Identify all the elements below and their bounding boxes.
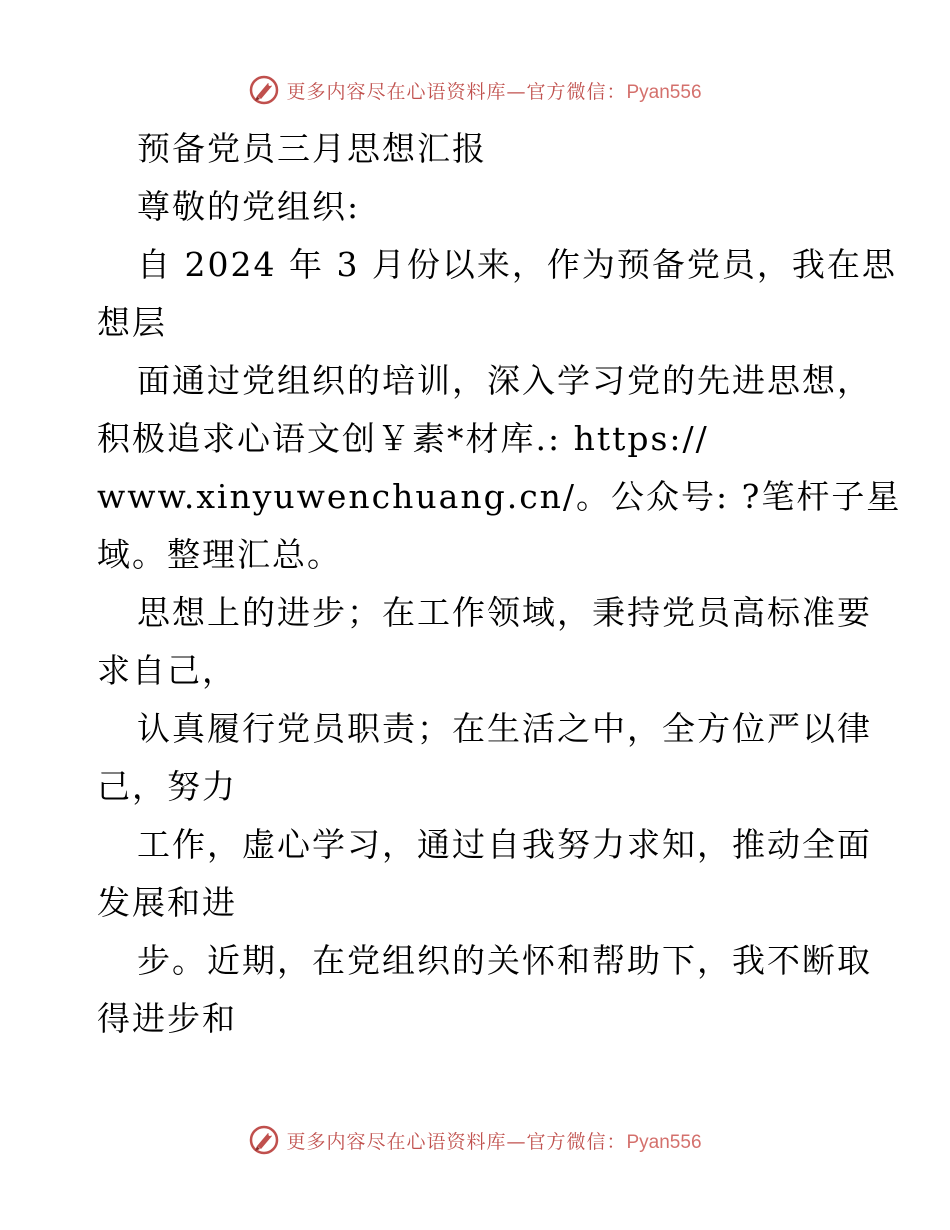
document-line: 发展和进 — [97, 883, 237, 922]
document-line: 己，努力 — [97, 767, 237, 806]
banner-main-text: 更多内容尽在心语资料库—官方微信： — [286, 80, 627, 103]
wechat-id: Pyan556 — [626, 81, 702, 103]
document-line: 尊敬的党组织: — [137, 187, 361, 226]
pen-logo-icon — [248, 74, 280, 106]
document-line: 域。整理汇总。 — [97, 535, 342, 574]
pen-logo-icon — [248, 1124, 280, 1156]
document-line: 认真履行党员职责；在生活之中，全方位严以律 — [137, 709, 872, 748]
banner-main-text: 更多内容尽在心语资料库—官方微信： — [286, 1130, 627, 1153]
document-line: 思想上的进步；在工作领域，秉持党员高标准要 — [137, 593, 872, 632]
document-line: 面通过党组织的培训，深入学习党的先进思想， — [137, 361, 872, 400]
wechat-id: Pyan556 — [626, 1131, 702, 1153]
banner-text — [286, 77, 701, 104]
banner-text — [286, 1127, 701, 1154]
footer-banner — [0, 1120, 950, 1160]
document-line: 步。近期，在党组织的关怀和帮助下，我不断取 — [137, 941, 872, 980]
document-line: www.xinyuwenchuang.cn/。公众号: ?笔杆子星 — [97, 477, 902, 516]
document-line: 积极追求心语文创￥素*材库.: https:// — [97, 419, 709, 458]
document-body — [97, 120, 902, 1048]
header-banner-content — [248, 74, 701, 106]
document-line: 得进步和 — [97, 999, 237, 1038]
document-line: 想层 — [97, 303, 167, 342]
document-line: 自 2024 年 3 月份以来，作为预备党员，我在思 — [137, 245, 897, 284]
document-line: 求自己， — [97, 651, 237, 690]
document-line: 预备党员三月思想汇报 — [137, 129, 487, 168]
document-line: 工作，虚心学习，通过自我努力求知，推动全面 — [137, 825, 872, 864]
header-banner — [0, 70, 950, 110]
footer-banner-content — [248, 1124, 701, 1156]
